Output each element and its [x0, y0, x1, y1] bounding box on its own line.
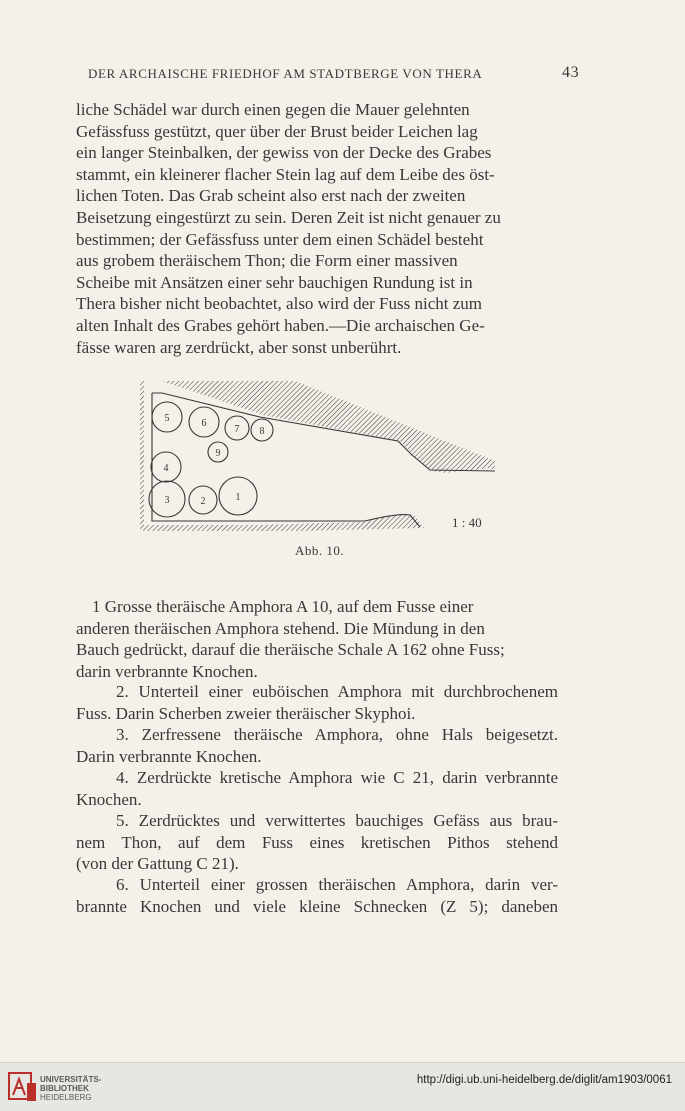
running-header — [88, 66, 588, 82]
text-line: alten Inhalt des Grabes gehört haben.—Die archaischen Ge- — [76, 315, 485, 335]
vessel-label-5: 5 — [164, 413, 170, 424]
text-line: liche Schädel war durch einen gegen die Mauer gelehnten — [76, 100, 470, 119]
text-line: Knochen. — [76, 789, 142, 809]
text-line: aus grobem theräischem Thon; die Form einer massiven — [76, 251, 458, 271]
item-2 — [76, 681, 558, 724]
text-line: Fuss. Darin Scherben zweier theräischer Skyphoi. — [76, 703, 416, 723]
text-line: Thera bisher nicht beobachtet, also wird der Fuss nicht zum — [76, 294, 482, 314]
library-line: BIBLIOTHEK — [40, 1084, 89, 1093]
library-footer — [0, 1062, 685, 1111]
text-line: Gefässfuss gestützt, quer über der Brust beider Leichen lag — [76, 121, 478, 141]
item-6 — [76, 874, 558, 917]
library-logo-icon — [8, 1071, 38, 1103]
figure-caption: Abb. 10. — [295, 543, 345, 558]
grave-plan-svg — [140, 375, 520, 535]
page-number: 43 — [562, 64, 580, 81]
grave-diagram — [140, 375, 520, 535]
text-line: bestimmen; der Gefässfuss unter dem einen Schädel besteht — [76, 229, 484, 249]
text-line: Beisetzung eingestürzt zu sein. Deren Zeit ist nicht genauer zu — [76, 207, 501, 227]
item-4 — [76, 767, 558, 810]
item-3 — [76, 724, 558, 767]
library-line: UNIVERSITÄTS- — [40, 1075, 102, 1084]
text-line: 4. Zerdrückte kretische Amphora wie C 21, darin verbrannte — [116, 768, 558, 787]
vessel-label-1: 1 — [235, 492, 241, 503]
vessel-label-8: 8 — [259, 426, 265, 437]
text-line: 1 Grosse theräische Amphora A 10, auf dem Fusse einer — [92, 597, 474, 616]
grave-wall-hatch — [140, 381, 495, 531]
text-line: darin verbrannte Knochen. — [76, 661, 258, 681]
text-line: ein langer Steinbalken, der gewiss von der Decke des Grabes — [76, 143, 492, 163]
vessel-label-3: 3 — [164, 495, 170, 506]
text-line: 3. Zerfressene theräische Amphora, ohne Hals beigesetzt. — [116, 725, 558, 744]
text-line: 5. Zerdrücktes und verwittertes bauchiges Gefäss aus brau- — [116, 811, 558, 830]
library-name — [40, 1075, 101, 1102]
text-line: Darin verbrannte Knochen. — [76, 746, 262, 766]
vessel-label-9: 9 — [215, 448, 221, 459]
text-line: anderen theräischen Amphora stehend. Die Mündung in den — [76, 618, 485, 638]
header-title: DER ARCHAISCHE FRIEDHOF AM STADTBERGE VON THERA — [88, 66, 483, 81]
source-url-link[interactable]: http://digi.ub.uni-heidelberg.de/diglit/am1903/0061 — [416, 1074, 672, 1086]
scale-label: 1 : 40 — [452, 515, 482, 530]
vessel-label-6: 6 — [201, 418, 207, 429]
item-1 — [76, 596, 558, 682]
text-line: 6. Unterteil einer grossen theräischen Amphora, darin ver- — [116, 875, 558, 894]
item-5 — [76, 810, 558, 875]
text-line: lichen Toten. Das Grab scheint also erst nach der zweiten — [76, 186, 466, 206]
vessel-label-7: 7 — [234, 424, 240, 435]
text-line: stammt, ein kleinerer flacher Stein lag auf dem Leibe des öst- — [76, 164, 495, 184]
intro-paragraph — [76, 99, 558, 358]
text-line: 2. Unterteil einer euböischen Amphora mit durchbrochenem — [116, 682, 558, 701]
vessel-label-4: 4 — [163, 463, 169, 474]
text-line: brannte Knochen und viele kleine Schnecken (Z 5); daneben — [76, 896, 558, 916]
text-line: fässe waren arg zerdrückt, aber sonst unberührt. — [76, 337, 402, 357]
text-line: Bauch gedrückt, darauf die theräische Schale A 162 ohne Fuss; — [76, 640, 505, 660]
text-line: Scheibe mit Ansätzen einer sehr bauchigen Rundung ist in — [76, 272, 473, 292]
vessel-label-2: 2 — [200, 496, 206, 507]
library-line: HEIDELBERG — [40, 1093, 92, 1102]
text-line: nem Thon, auf dem Fuss eines kretischen Pithos stehend — [76, 832, 558, 852]
text-line: (von der Gattung C 21). — [76, 854, 239, 874]
